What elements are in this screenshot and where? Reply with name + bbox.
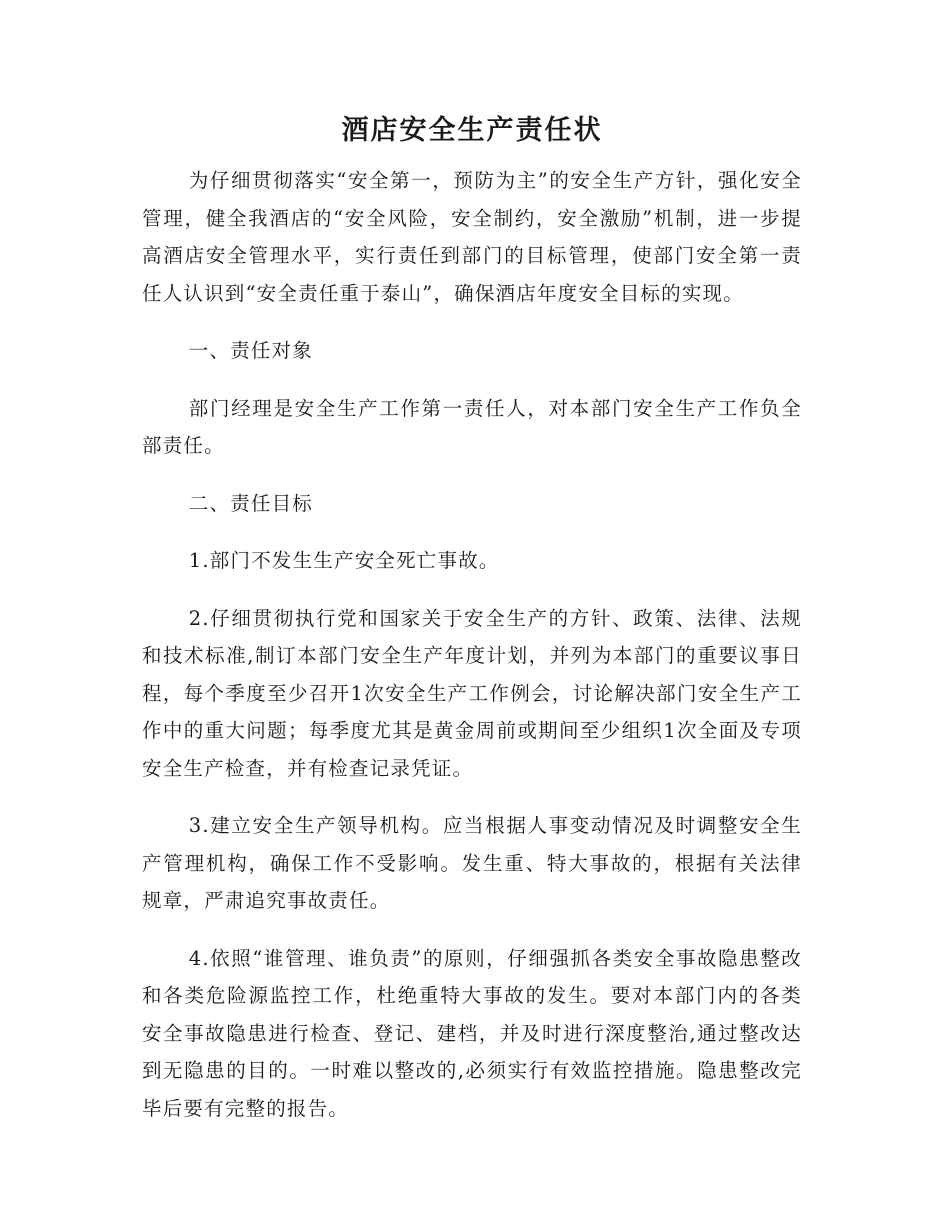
document-title: 酒店安全生产责任状 (341, 115, 603, 146)
goal-item-4: 4.依照“谁管理、谁负责”的原则，仔细强抓各类安全事故隐患整改和各类危险源监控工作，杜绝重特大事故的发生。要对本部门内的各类安全事故隐患进行检查、登记、建档，并及时进行深度整治,通过整改达到无隐患的目的。一时难以整改的,必须实行有效监控措施。隐患整改完毕后要有完整的报告。 (142, 946, 802, 1120)
goal-item-1: 1.部门不发生生产安全死亡事故。 (188, 549, 500, 572)
responsibility-object-paragraph: 部门经理是安全生产工作第一责任人，对本部门安全生产工作负全部责任。 (142, 396, 802, 457)
section-heading-responsibility-goals: 二、责任目标 (188, 491, 313, 515)
goal-item-3: 3.建立安全生产领导机构。应当根据人事变动情况及时调整安全生产管理机构，确保工作不受影响。发生重、特大事故的，根据有关法律规章，严肃追究事故责任。 (142, 814, 802, 912)
section-heading-responsibility-object: 一、责任对象 (188, 339, 313, 362)
goal-item-2: 2.仔细贯彻执行党和国家关于安全生产的方针、政策、法律、法规和技术标准,制订本部门安全生产年度计划，并列为本部门的重要议事日程，每个季度至少召开1次安全生产工作例会，讨论解决部门安全生产工作中的重大问题；每季度尤其是黄金周前或期间至少组织1次全面及专项安全生产检查，并有检查记录凭证。 (142, 606, 802, 780)
intro-paragraph: 为仔细贯彻落实“安全第一，预防为主”的安全生产方针，强化安全管理，健全我酒店的“安全风险，安全制约，安全激励”机制，进一步提高酒店安全管理水平，实行责任到部门的目标管理，使部门安全第一责任人认识到“安全责任重于泰山”，确保酒店年度安全目标的实现。 (142, 169, 802, 305)
